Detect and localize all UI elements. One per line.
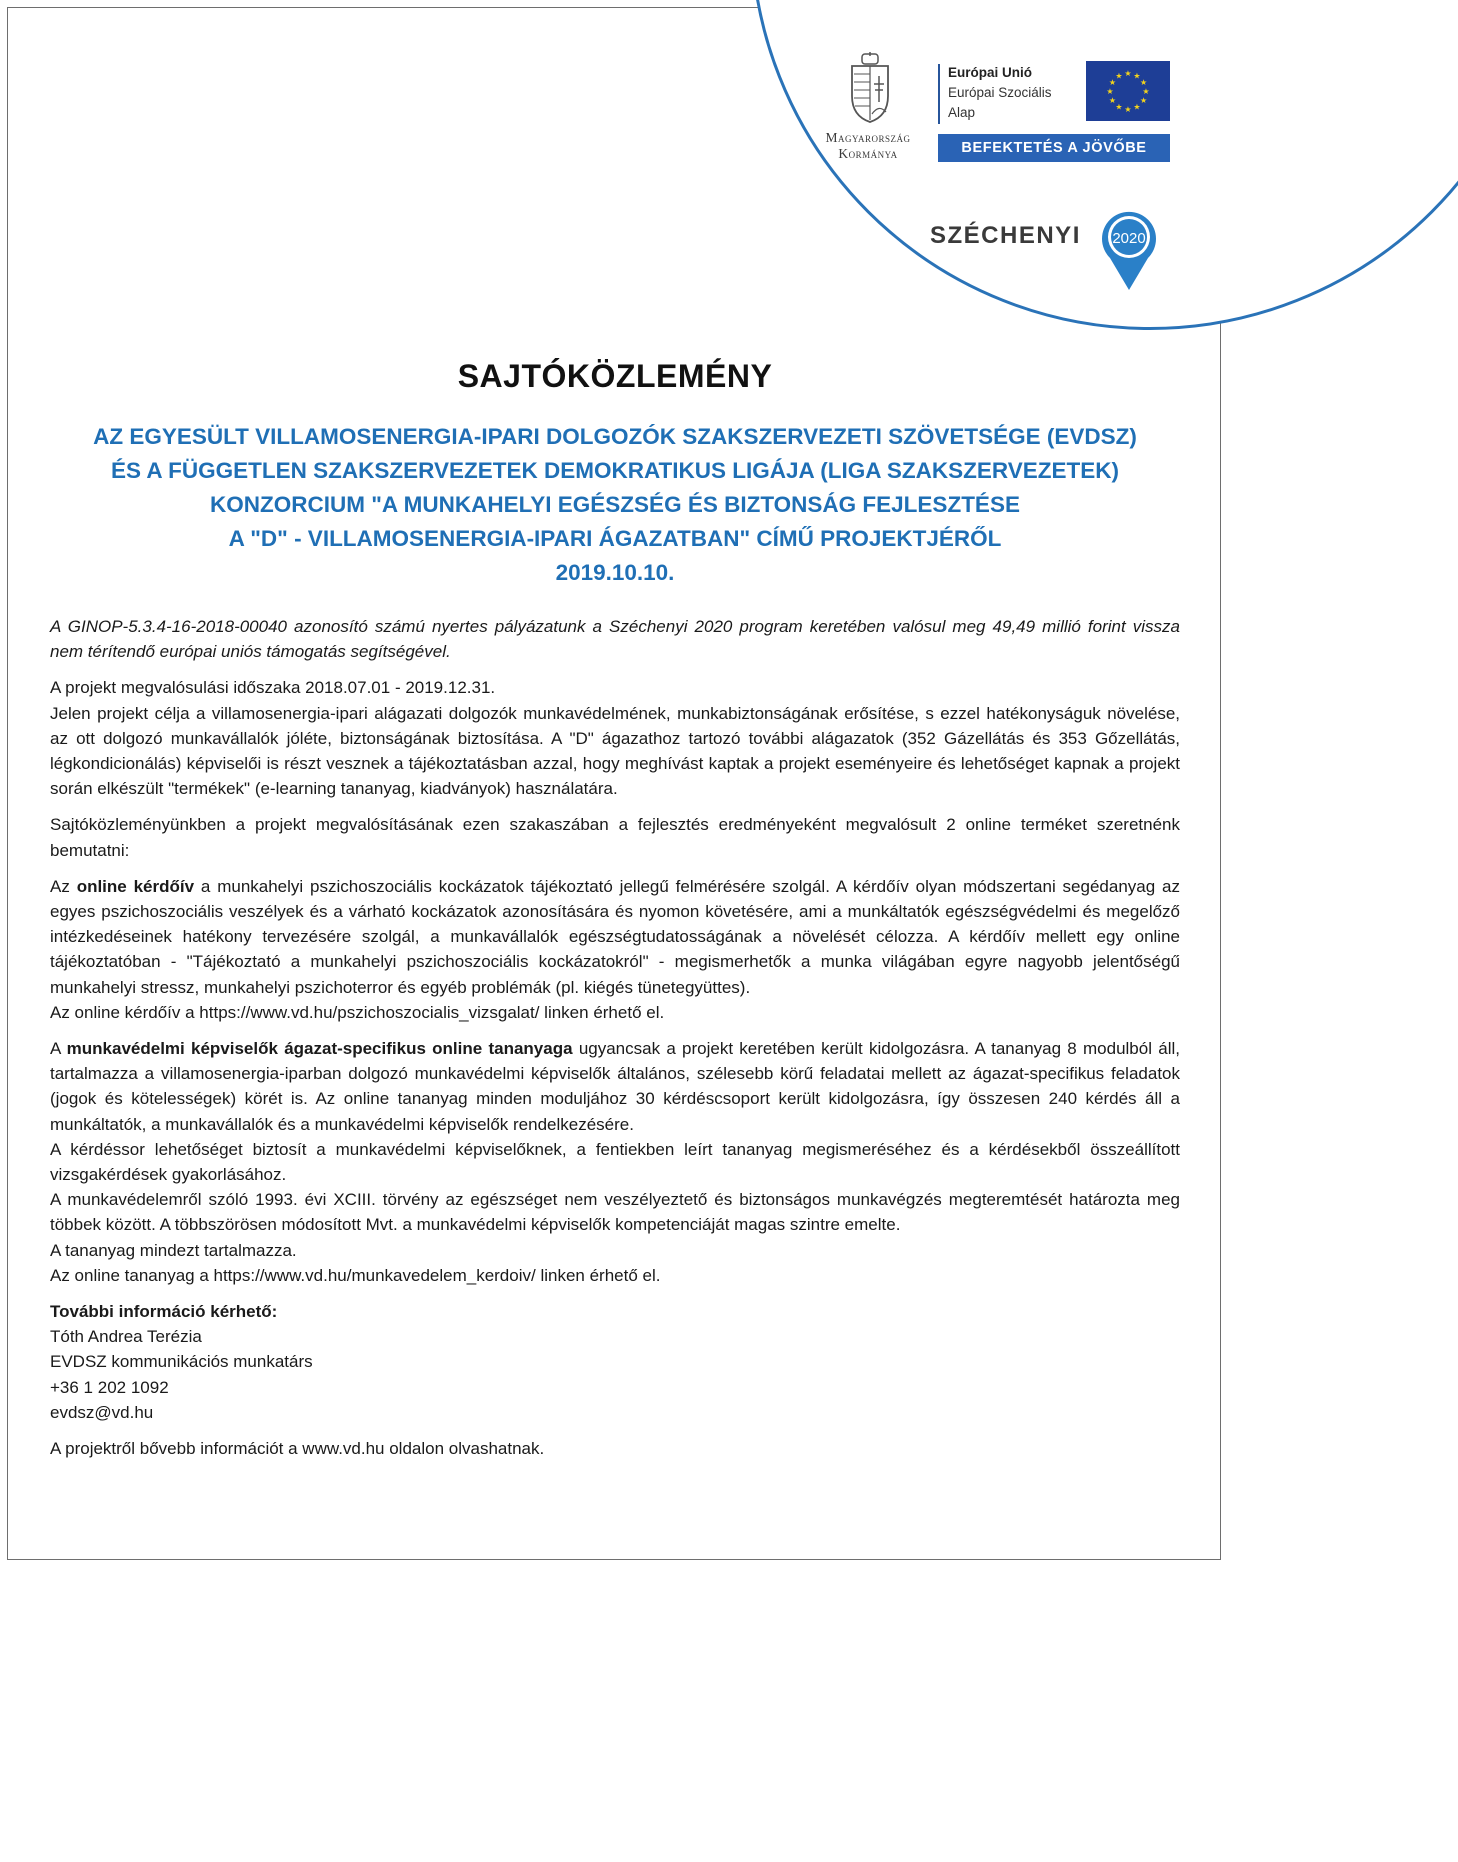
eu-star-icon: ★ [1108,78,1116,87]
contact-email: evdsz@vd.hu [50,1402,154,1422]
contact-name: Tóth Andrea Terézia [50,1327,202,1347]
gov-logo-line1: Magyarország [825,130,911,145]
eu-star-icon: ★ [1133,71,1141,81]
document-date: 2019.10.10. [555,560,675,585]
eu-star-icon: ★ [1140,96,1148,105]
eu-star-icon: ★ [1133,102,1141,112]
document-subtitle [40,420,1190,590]
intro-paragraph: A GINOP-5.3.4-16-2018-00040 azonosító számú nyertes pályázatunk a Széchenyi 2020 program keretében valósul meg 49,49 millió forint vissza nem térítendő európai uniós támogatás segítségével. [50,617,1180,662]
course-paragraph-3: A munkavédelemről szóló 1993. évi XCIII. törvény az egészséget nem veszélyeztető és biztonságos munkavégzés megteremtését határozta meg többek között. A többszörösen módosított Mvt. a munkavédelmi képviselők kompetenciáját magas szintre emelte. [50,1190,1180,1235]
course-paragraph-4: A tananyag mindezt tartalmazza. [50,1240,297,1260]
eu-logo-text [948,63,1052,123]
questionnaire-paragraph [50,874,1180,1000]
eu-star-icon: ★ [1115,71,1123,81]
eu-star-icon: ★ [1142,87,1150,96]
szechenyi-year: 2020 [1112,230,1146,247]
eu-logo-divider [938,64,940,124]
eu-star-icon: ★ [1108,96,1116,105]
questionnaire-link-line: Az online kérdőív a https://www.vd.hu/pszichoszocialis_vizsgalat/ linken érhető el. [50,1002,665,1022]
course-paragraph-2: A kérdéssor lehetőséget biztosít a munkavédelmi képviselőknek, a fentiekben leírt tananyag megismeréséhez és a kérdésekből összeállított vizsgakérdések gyakorlásához. [50,1139,1180,1185]
subtitle-line: A "D" - VILLAMOSENERGIA-IPARI ÁGAZATBAN" CÍMŰ PROJEKTJÉRŐL [228,526,1002,551]
course-paragraph [50,1036,1180,1137]
eu-flag-icon [1086,61,1170,121]
project-period: A projekt megvalósulási időszaka 2018.07.01 - 2019.12.31. [50,678,496,698]
course-prefix: A [50,1039,61,1059]
questionnaire-text: a munkahelyi pszichoszociális kockázatok tájékoztató jellegű felmérésére szolgál. A kérdőív olyan módszertani segédanyag az egyes pszichoszociális veszélyek és a várható kockázatok azonosítására és nyomon követésére, ami a munkáltatók egészségvédelmi és megelőző intézkedéseinek hatékony tervezésére szolgál, a munkavállalók egészségtudatosságának a növelését célozza. A kérdőív mellett egy online tájékoztatóban - "Tájékoztató a munkahelyi pszichoszociális kockázatokról" - megismerhetők a munka világában egyre nagyobb jelentőségű munkahelyi stressz, munkahelyi pszichoterror és egyéb problémák (pl. kiégés tünetegyüttes). [50,876,1180,997]
szechenyi-logo-text: SZÉCHENYI [930,222,1081,249]
questionnaire-bold: online kérdőív [76,876,195,896]
eu-star-icon: ★ [1115,102,1123,112]
location-pin-icon [1100,208,1158,292]
course-bold: munkavédelmi képviselők ágazat-specifikus online tananyaga [66,1039,573,1059]
course-link-line: Az online tananyag a https://www.vd.hu/munkavedelem_kerdoiv/ linken érhető el. [50,1265,661,1285]
subtitle-line: AZ EGYESÜLT VILLAMOSENERGIA-IPARI DOLGOZÓK SZAKSZERVEZETI SZÖVETSÉGE (EVDSZ) [93,424,1137,449]
document-body [50,614,1180,1461]
contact-role: EVDSZ kommunikációs munkatárs [50,1352,313,1372]
government-logo-text [802,130,934,162]
contact-phone: +36 1 202 1092 [50,1377,169,1397]
invest-in-future-banner: BEFEKTETÉS A JÖVŐBE [938,134,1170,162]
eu-star-icon: ★ [1124,69,1132,78]
gov-logo-line2: Kormánya [838,146,898,161]
page-title: SAJTÓKÖZLEMÉNY [457,358,773,394]
subtitle-line: KONZORCIUM "A MUNKAHELYI EGÉSZSÉG ÉS BIZTONSÁG FEJLESZTÉSE [210,492,1020,517]
eu-logo-line1: Európai Unió [948,65,1032,80]
questionnaire-prefix: Az [50,876,70,896]
hungarian-coat-of-arms-icon [848,52,892,124]
contact-heading: További információ kérhető: [50,1302,278,1322]
products-intro-paragraph: Sajtóközleményünkben a projekt megvalósításának ezen szakaszában a fejlesztés eredményeként megvalósult 2 online terméket szeretnénk bemutatni: [50,815,1180,860]
course-text: ugyancsak a projekt keretében került kidolgozásra. A tananyag 8 modulból áll, tartalmazza a villamosenergia-iparban dolgozó munkavédelmi képviselők általános, szélesebb körű feladatai mellett az ágazat-specifikus feladatok (jogok és kötelességek) körét is. Az online tananyag minden moduljához 30 kérdéscsoport került kidolgozásra, így összesen 240 kérdés áll a munkáltatók, a munkavállalók és a munkavédelmi képviselők rendelkezésére. [50,1039,1180,1134]
eu-logo-line3: Alap [948,105,976,120]
closing-line: A projektről bővebb információt a www.vd.hu oldalon olvashatnak. [50,1439,545,1459]
eu-star-icon: ★ [1124,105,1132,114]
subtitle-line: ÉS A FÜGGETLEN SZAKSZERVEZETEK DEMOKRATIKUS LIGÁJA (LIGA SZAKSZERVEZETEK) [111,458,1119,483]
eu-logo-line2: Európai Szociális [948,85,1052,100]
eu-star-icon: ★ [1106,87,1114,96]
project-goal-paragraph: Jelen projekt célja a villamosenergia-ipari alágazati dolgozók munkavédelmének, munkabiztonságának erősítése, s ezzel hatékonyságuk növelése, az ott dolgozó munkavállalók jóléte, biztonságának biztosítása. A "D" ágazathoz tartozó további alágazatok (352 Gázellátás és 353 Gőzellátás, légkondicionálás) képviselői is részt vesznek a tájékoztatásban azzal, hogy meghívást kaptak a projekt eseményeire és lehetőséget kapnak a projekt során elkészült "termékek" (e-learning tananyag, kiadványok) használatára. [50,703,1180,799]
eu-star-icon: ★ [1140,78,1148,87]
